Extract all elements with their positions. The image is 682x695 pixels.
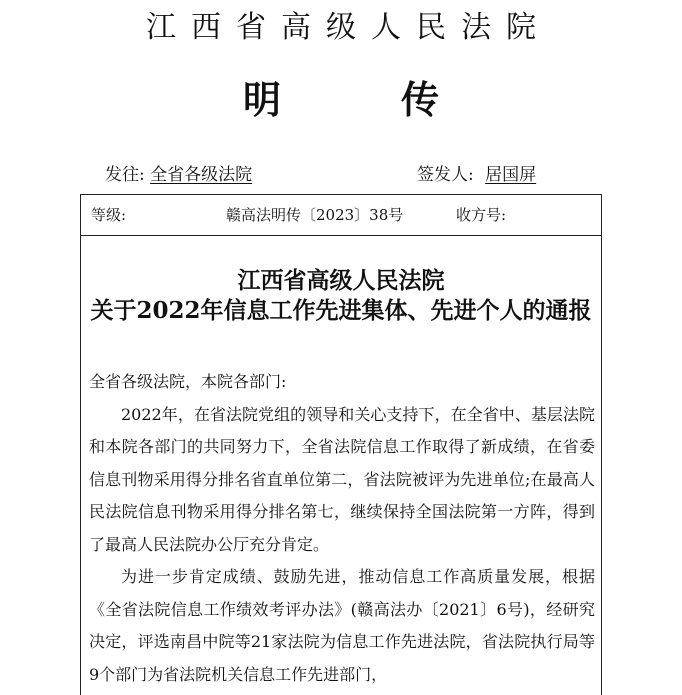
doc-type-char-1: 明: [242, 78, 281, 122]
document-type-title: [0, 76, 682, 124]
notice-heading-line-2: 关于2022年信息工作先进集体、先进个人的通报: [90, 297, 592, 324]
doc-type-char-2: 传: [401, 78, 440, 122]
signer-value: 居国屏: [485, 165, 537, 185]
notice-heading: [80, 266, 602, 326]
salutation: 全省各级法院，本院各部门:: [89, 372, 287, 391]
body-paragraph: 2022年，在省法院党组的领导和关心支持下，在全省中、基层法院和本院各部门的共同努力下，全省法院信息工作取得了新成绩，在省委信息刊物采用得分排名省直单位第二，省法院被评为先进单位;在最高人民法院信息刊物采用得分排名第七，继续保持全国法院第一方阵，得到了最高人民法院办公厅充分肯定。: [89, 404, 595, 554]
body-paragraph: 为进一步肯定成绩、鼓励先进，推动信息工作高质量发展，根据《全省法院信息工作绩效考评办法》(赣高法办〔2021〕6号)，经研究决定，评选南昌中院等21家法院为信息工作先进法院，省法院执行局等9个部门为省法院机关信息工作先进部门，: [89, 567, 595, 684]
notice-heading-line-1: 江西省高级人民法院: [237, 267, 445, 294]
document-number: 赣高法明传〔2023〕38号: [226, 206, 404, 224]
recipient-value: 全省各级法院: [150, 165, 253, 185]
signer-label: 签发人:: [417, 165, 474, 185]
signer-field: [417, 163, 542, 187]
recipient-label: 发往:: [105, 165, 145, 185]
dispatch-meta-row: [105, 163, 565, 189]
notice-body: [89, 366, 595, 691]
recipient-field: [105, 163, 252, 187]
grade-label: 等级:: [91, 206, 127, 224]
document-info-row: [81, 195, 601, 236]
receiver-number-label: 收方号:: [456, 206, 507, 224]
issuing-court-title: 江西省高级人民法院: [146, 10, 551, 45]
